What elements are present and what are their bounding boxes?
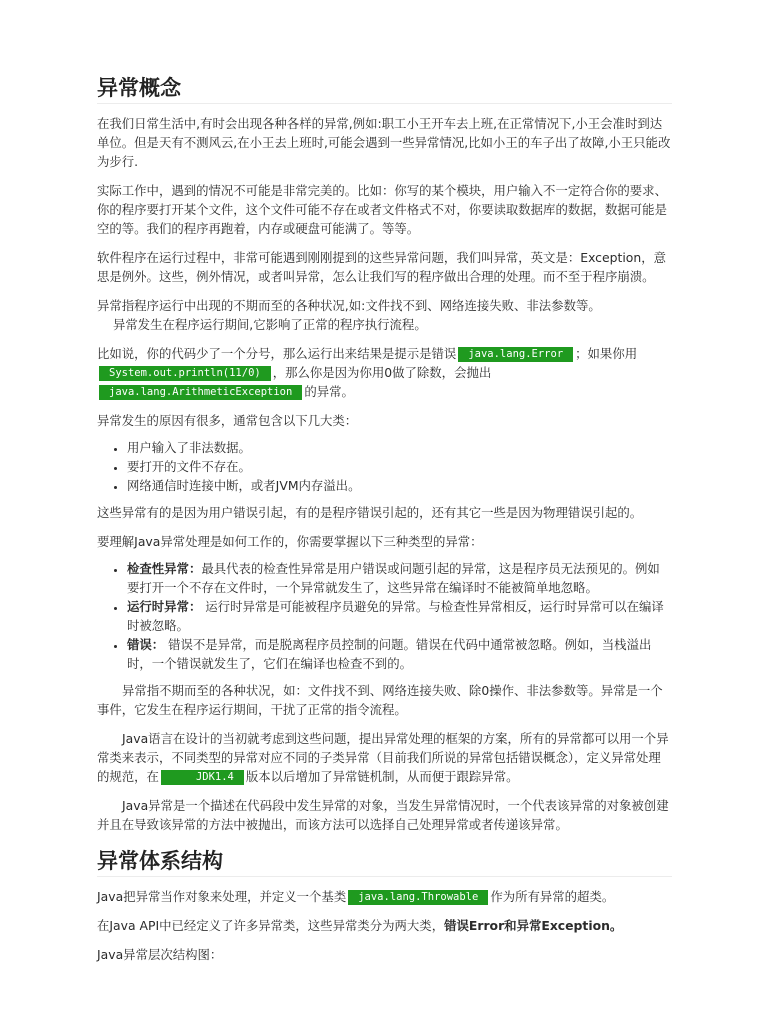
list-item [127,559,672,597]
paragraph-definition [97,296,672,334]
definition-line-2: 异常发生在程序运行期间,它影响了正常的程序执行流程。 [113,317,427,332]
causes-list [97,438,672,495]
type-desc-error: 错误不是异常，而是脱离程序员控制的问题。错误在代码中通常被忽略。例如，当栈溢出时，一个错误就发生了，它们在编译也检查不到的。 [127,637,652,671]
paragraph-types-intro: 要理解Java异常处理是如何工作的，你需要掌握以下三种类型的异常： [97,534,483,549]
code-arithmetic-exception: java.lang.ArithmeticException [99,385,302,400]
list-item [127,597,672,635]
list-item: • 网络通信时连接中断，或者JVM内存溢出。 [127,476,672,495]
paragraph-throwable [97,887,672,906]
list-item: • 用户输入了非法数据。 [127,438,672,457]
throwable-text-2: 作为所有异常的超类。 [490,889,615,904]
title-divider [97,103,672,104]
list-item: • 要打开的文件不存在。 [127,457,672,476]
code-jdk14: JDK1.4 [161,770,244,785]
code-java-lang-error: java.lang.Error [458,347,573,362]
example-text-1: 比如说，你的代码少了一个分号，那么运行出来结果是提示是错误 [97,346,457,361]
type-term-checked: 检查性异常： [127,561,202,576]
code-java-lang-throwable: java.lang.Throwable [348,890,488,905]
example-text-3: ，那么你是因为你用0做了除数，会抛出 [272,365,492,380]
paragraph-causes-summary: 这些异常有的是因为用户错误引起，有的是程序错误引起的，还有其它一些是因为物理错误引起的。 [97,505,643,520]
example-text-2: ；如果你用 [575,346,638,361]
paragraph-exception-event: 异常指不期而至的各种状况，如：文件找不到、网络连接失败、除0操作、非法参数等。异常是一个事件，它发生在程序运行期间，干扰了正常的指令流程。 [97,683,663,717]
paragraph-hierarchy-caption: Java异常层次结构图： [97,947,223,962]
paragraph-real-work: 实际工作中，遇到的情况不可能是非常完美的。比如：你写的某个模块，用户输入不一定符合你的要求、你的程序要打开某个文件，这个文件可能不存在或者文件格式不对，你要读取数据库的数据，数据可能是空的等。我们的程序再跑着，内存或硬盘可能满了。等等。 [97,183,667,236]
api-bold-text: 错误Error和异常Exception。 [444,918,623,933]
section-title-exception-concept: 异常概念 [97,76,181,100]
paragraph-causes-intro: 异常发生的原因有很多，通常包含以下几大类： [97,413,358,428]
exception-types-list [97,559,672,673]
definition-line-1: 异常指程序运行中出现的不期而至的各种状况,如:文件找不到、网络连接失败、非法参数等。 [97,298,601,313]
example-text-4: 的异常。 [304,384,354,399]
code-system-out-println: System.out.println(11/0) [99,366,271,381]
paragraph-api-classes [97,916,672,935]
type-desc-checked: 最具代表的检查性异常是用户错误或问题引起的异常，这是程序员无法预见的。例如要打开一个不存在文件时，一个异常就发生了，这些异常在编译时不能被简单地忽略。 [127,561,660,595]
type-term-runtime: 运行时异常： [127,599,202,614]
paragraph-software: 软件程序在运行过程中，非常可能遇到刚刚提到的这些异常问题，我们叫异常，英文是：Exception，意思是例外。这些，例外情况，或者叫异常，怎么让我们写的程序做出合理的处理。而不至于程序崩溃。 [97,250,666,284]
paragraph-example [97,344,672,401]
type-desc-runtime: 运行时异常是可能被程序员避免的异常。与检查性异常相反，运行时异常可以在编译时被忽略。 [127,599,664,633]
api-text: 在Java API中已经定义了许多异常类，这些异常类分为两大类， [97,918,445,933]
design-text-1: Java语言在设计的当初就考虑到这些问题，提出异常处理的框架的方案，所有的异常都可以用一个异常类来表示，不同类型的异常对应不同的子类异常（目前我们所说的异常包括错误概念），定义异常处理的规范，在 [97,731,669,784]
section-title-exception-hierarchy: 异常体系结构 [97,849,223,873]
throwable-text-1: Java把异常当作对象来处理，并定义一个基类 [97,889,347,904]
paragraph-java-design [97,729,672,786]
paragraph-java-exception-object: Java异常是一个描述在代码段中发生异常的对象，当发生异常情况时，一个代表该异常的对象被创建并且在导致该异常的方法中被抛出，而该方法可以选择自己处理异常或者传递该异常。 [97,798,669,832]
title-divider [97,876,672,877]
design-text-2: 版本以后增加了异常链机制，从而便于跟踪异常。 [245,769,519,784]
type-term-error: 错误： [127,637,165,652]
list-item [127,635,672,673]
paragraph-intro: 在我们日常生活中,有时会出现各种各样的异常,例如:职工小王开车去上班,在正常情况下,小王会准时到达单位。但是天有不测风云,在小王去上班时,可能会遇到一些异常情况,比如小王的车子出了故障,小王只能改为步行. [97,116,671,169]
